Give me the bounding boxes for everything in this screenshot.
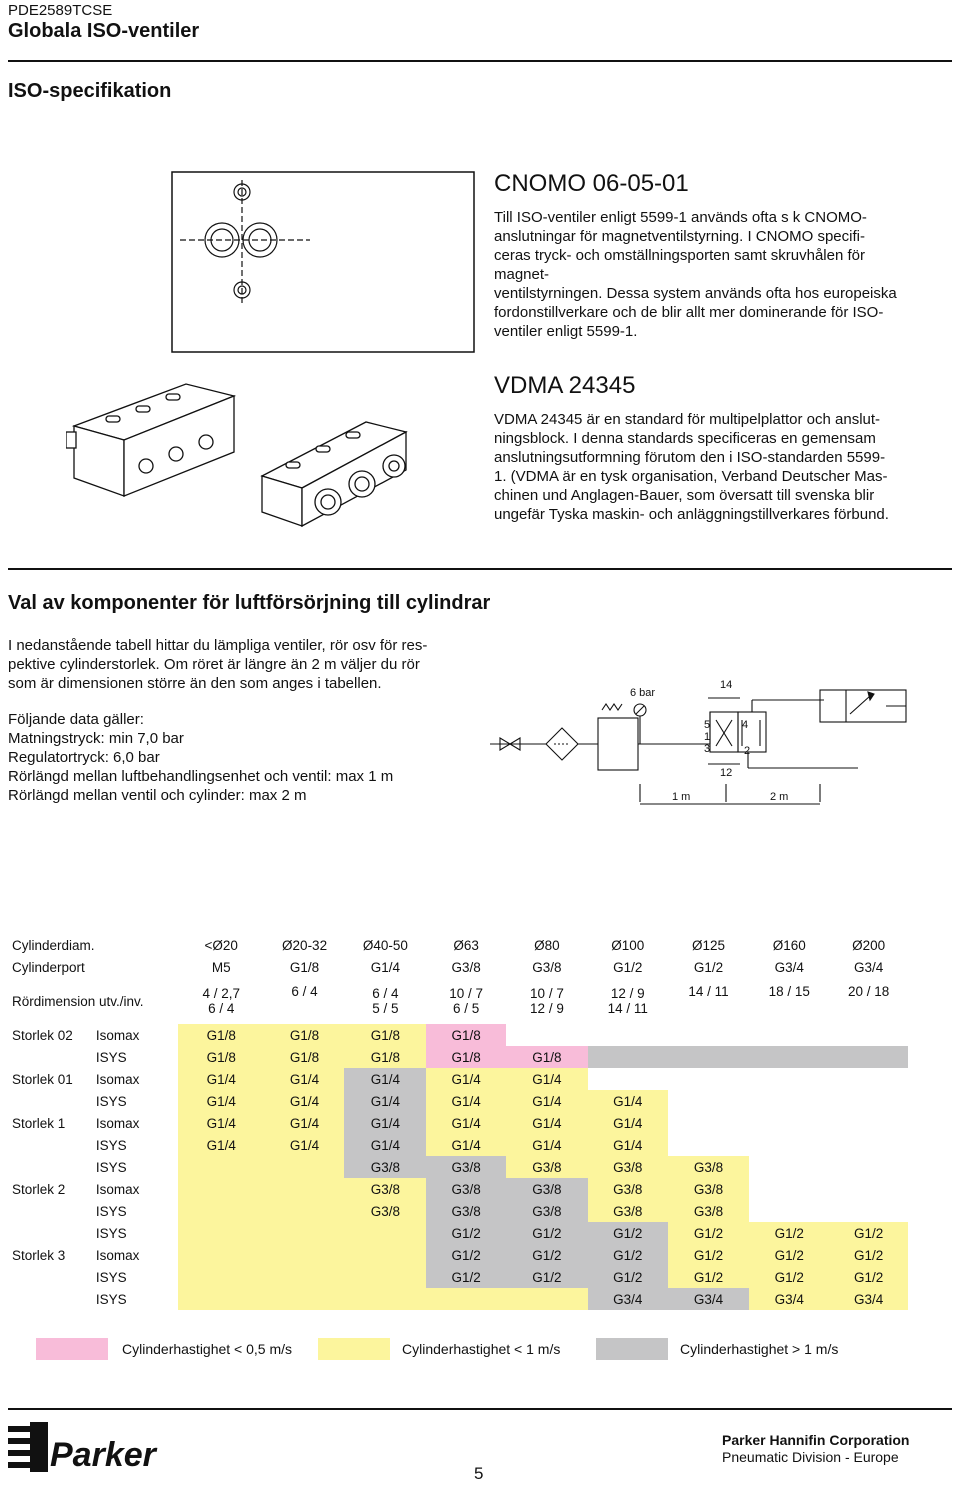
spec-cell: G1/4 (588, 1134, 668, 1156)
spec-cell (668, 1134, 750, 1156)
spec-cell: G3/8 (344, 1156, 426, 1178)
spec-cell (829, 1200, 908, 1222)
vdma-line: ungefär Tyska maskin- och anläggningstillverkares förbund. (494, 506, 889, 523)
table-row (8, 1156, 908, 1178)
spec-cell: G1/4 (588, 1112, 668, 1134)
spec-cell (178, 1244, 265, 1266)
legend-label: Cylinderhastighet < 0,5 m/s (122, 1341, 293, 1357)
spec-cell (588, 1068, 668, 1090)
condition-line: Följande data gäller: (8, 711, 144, 728)
spec-cell: G1/8 (344, 1024, 426, 1046)
pressure-label: 6 bar (630, 687, 656, 699)
spec-cell: G1/4 (265, 1112, 345, 1134)
port-2-label: 2 (744, 745, 751, 757)
row-type-label: Isomax (95, 1247, 140, 1263)
table-row (8, 1134, 908, 1156)
spec-cell: G1/8 (506, 1046, 588, 1068)
spec-cell: G1/4 (178, 1090, 265, 1112)
spec-cell (344, 1244, 426, 1266)
spec-cell: G1/2 (588, 1222, 668, 1244)
spec-cell: G1/4 (178, 1112, 265, 1134)
table-row (8, 1178, 908, 1200)
spec-cell: G1/8 (344, 1046, 426, 1068)
table-row-diameters (8, 934, 908, 956)
vdma-line: chinen und Anglagen-Bauer, som översatt till svenska blir (494, 487, 875, 504)
spec-cell (178, 1178, 265, 1200)
company-name: Parker Hannifin Corporation (722, 1432, 910, 1448)
spec-cell: G1/4 (426, 1134, 506, 1156)
logo-text: Parker (50, 1436, 156, 1474)
spec-cell: G3/8 (588, 1178, 668, 1200)
vdma-heading: VDMA 24345 (494, 372, 636, 399)
vdma-line: 1. (VDMA är en tysk organisation, Verband Deutscher Mas- (494, 468, 888, 485)
row-type-label: Isomax (95, 1181, 140, 1197)
cnomo-paragraph (494, 208, 954, 341)
table-row-tubes (8, 978, 908, 1024)
spec-cell: G3/8 (668, 1178, 750, 1200)
diameter-label: Cylinderdiam. (12, 937, 95, 953)
row-size-label (8, 1200, 92, 1222)
spec-cell: G1/4 (344, 1134, 426, 1156)
length-1-label: 1 m (672, 791, 691, 803)
condition-line: Rörlängd mellan luftbehandlingsenhet och ventil: max 1 m (8, 768, 394, 785)
spec-cell: G1/2 (668, 1244, 750, 1266)
spec-cell (178, 1156, 265, 1178)
spec-cell (265, 1266, 345, 1288)
spec-cell (265, 1156, 345, 1178)
tube-cell: 20 / 18 (847, 984, 890, 999)
port-cell: G1/2 (613, 959, 643, 975)
row-size-label: Storlek 2 (12, 1181, 66, 1197)
spec-cell: G1/8 (178, 1024, 265, 1046)
row-type-label: Isomax (95, 1115, 140, 1131)
spec-cell (829, 1046, 908, 1068)
spec-cell (668, 1024, 750, 1046)
spec-cell: G1/2 (749, 1266, 829, 1288)
section-title: ISO-specifikation (8, 80, 172, 102)
spec-cell: G1/8 (265, 1024, 345, 1046)
spec-cell: G1/4 (426, 1112, 506, 1134)
tube-cell: 4 / 2,7 6 / 4 (202, 986, 240, 1016)
tube-cell: 6 / 4 (291, 984, 318, 999)
row-type-label: ISYS (95, 1269, 127, 1285)
table-row (8, 1200, 908, 1222)
intro-line: som är dimensionen större än den som anges i tabellen. (8, 675, 382, 692)
spec-cell: G1/4 (588, 1090, 668, 1112)
spec-cell (265, 1288, 345, 1310)
spec-cell (344, 1288, 426, 1310)
spec-cell: G1/2 (668, 1266, 750, 1288)
tube-cell: 12 / 9 14 / 11 (607, 986, 648, 1016)
port-label: Cylinderport (12, 959, 85, 975)
footer-rule (8, 1408, 952, 1410)
spec-cell (829, 1068, 908, 1090)
condition-line: Regulatortryck: 6,0 bar (8, 749, 160, 766)
spec-cell: G1/4 (178, 1134, 265, 1156)
tube-label: Rördimension utv./inv. (12, 993, 144, 1009)
row-type-label: ISYS (95, 1049, 127, 1065)
spec-cell (506, 1024, 588, 1046)
spec-cell (178, 1266, 265, 1288)
spec-cell (749, 1134, 829, 1156)
port-cell: G3/4 (853, 959, 884, 975)
spec-cell (829, 1134, 908, 1156)
port-12-label: 12 (720, 767, 733, 779)
spec-cell: G1/8 (426, 1024, 506, 1046)
spec-cell: G1/4 (426, 1068, 506, 1090)
spec-cell: G3/8 (426, 1178, 506, 1200)
port-cell: M5 (211, 959, 231, 975)
port-4-label: 4 (742, 719, 749, 731)
spec-cell (265, 1244, 345, 1266)
table-row (8, 1024, 908, 1046)
spec-cell: G1/2 (749, 1222, 829, 1244)
page-number: 5 (474, 1464, 484, 1483)
spec-cell: G1/4 (265, 1134, 345, 1156)
row-type-label: Isomax (95, 1027, 140, 1043)
spec-cell (178, 1200, 265, 1222)
vdma-paragraph (494, 410, 954, 524)
legend-label: Cylinderhastighet < 1 m/s (402, 1341, 561, 1357)
spec-cell (829, 1178, 908, 1200)
row-size-label: Storlek 01 (12, 1071, 73, 1087)
port-5-label: 5 (704, 719, 711, 731)
length-2-label: 2 m (770, 791, 789, 803)
spec-cell (344, 1266, 426, 1288)
division-name: Pneumatic Division - Europe (722, 1449, 899, 1465)
spec-cell: G1/2 (506, 1266, 588, 1288)
diameter-cell: Ø160 (772, 937, 806, 953)
row-size-label (8, 1156, 92, 1178)
spec-cell (749, 1112, 829, 1134)
spec-cell: G3/8 (588, 1156, 668, 1178)
legend-swatch-grey (596, 1338, 668, 1360)
table-row (8, 1068, 908, 1090)
spec-cell (829, 1112, 908, 1134)
spec-cell (749, 1200, 829, 1222)
row-type-label: Isomax (95, 1071, 140, 1087)
diameter-cell: Ø63 (453, 937, 479, 953)
row-size-label (8, 1134, 92, 1156)
spec-cell: G3/4 (588, 1288, 668, 1310)
spec-cell (749, 1090, 829, 1112)
row-type-label: ISYS (95, 1291, 127, 1307)
port-14-label: 14 (720, 679, 733, 691)
cnomo-line: fordonstillverkare och de blir allt mer dominerande för ISO- (494, 304, 884, 321)
spec-cell: G3/4 (829, 1288, 908, 1310)
vdma-manifold-illustration (66, 366, 486, 542)
tube-cell: 10 / 7 12 / 9 (530, 986, 564, 1016)
spec-cell: G3/8 (426, 1200, 506, 1222)
parker-logo (8, 1418, 168, 1478)
intro-line: pektive cylinderstorlek. Om röret är längre än 2 m väljer du rör (8, 656, 420, 673)
spec-cell: G3/4 (668, 1288, 750, 1310)
row-size-label: Storlek 3 (12, 1247, 66, 1263)
spec-cell: G1/2 (829, 1222, 908, 1244)
port-cell: G1/2 (693, 959, 724, 975)
spec-cell: G1/2 (426, 1222, 506, 1244)
vdma-line: anslutningsutformning förutom den i ISO-standarden 5599- (494, 449, 886, 466)
cnomo-line: ventiler enligt 5599-1. (494, 323, 638, 340)
spec-cell: G1/8 (265, 1046, 345, 1068)
legend-label: Cylinderhastighet > 1 m/s (680, 1341, 839, 1357)
spec-cell (668, 1112, 750, 1134)
spec-cell (588, 1046, 668, 1068)
port-cell: G3/4 (774, 959, 804, 975)
diameter-cell: Ø40-50 (362, 937, 408, 953)
vdma-line: ningsblock. I denna standards specificeras en gemensam (494, 430, 876, 447)
spec-cell: G1/2 (506, 1222, 588, 1244)
diameter-cell: Ø200 (852, 937, 886, 953)
spec-cell: G1/4 (344, 1090, 426, 1112)
spec-cell: G1/4 (506, 1112, 588, 1134)
spec-cell: G1/2 (426, 1266, 506, 1288)
cnomo-line: ceras tryck- och omställningsporten samt skruvhålen för (494, 247, 865, 264)
doc-code: PDE2589TCSE (8, 2, 113, 19)
port-cell: G1/8 (289, 959, 320, 975)
spec-cell: G1/2 (426, 1244, 506, 1266)
spec-cell (749, 1156, 829, 1178)
spec-cell (829, 1024, 908, 1046)
condition-line: Matningstryck: min 7,0 bar (8, 730, 184, 747)
spec-cell (749, 1046, 829, 1068)
cnomo-line: magnet- (494, 266, 550, 283)
table-row (8, 1222, 908, 1244)
row-size-label: Storlek 1 (12, 1115, 66, 1131)
port-1-label: 1 (704, 731, 711, 743)
spec-cell: G1/2 (506, 1244, 588, 1266)
header-rule (8, 60, 952, 62)
spec-cell: G1/8 (426, 1046, 506, 1068)
doc-title: Globala ISO-ventiler (8, 20, 200, 42)
spec-cell: G1/2 (829, 1266, 908, 1288)
spec-cell (506, 1288, 588, 1310)
spec-cell: G1/4 (344, 1112, 426, 1134)
diameter-cell: <Ø20 (204, 937, 238, 953)
spec-cell: G3/8 (426, 1156, 506, 1178)
spec-cell (749, 1068, 829, 1090)
spec-cell: G1/8 (178, 1046, 265, 1068)
spec-cell (588, 1024, 668, 1046)
selection-heading: Val av komponenter för luftförsörjning till cylindrar (8, 592, 491, 614)
vdma-line: VDMA 24345 är en standard för multipelplattor och anslut- (494, 411, 881, 428)
row-type-label: ISYS (95, 1203, 127, 1219)
spec-cell: G3/8 (668, 1156, 750, 1178)
spec-cell (749, 1024, 829, 1046)
cnomo-plate-illustration (170, 170, 476, 354)
spec-cell (265, 1222, 345, 1244)
selection-intro (8, 636, 488, 693)
port-cell: G3/8 (532, 959, 562, 975)
diameter-cell: Ø100 (611, 937, 645, 953)
specification-table (8, 934, 908, 1310)
section-rule (8, 568, 952, 570)
spec-cell: G1/2 (588, 1244, 668, 1266)
spec-cell: G1/4 (506, 1090, 588, 1112)
spec-cell: G1/2 (749, 1244, 829, 1266)
row-size-label (8, 1046, 92, 1068)
spec-cell (668, 1046, 750, 1068)
spec-cell: G1/4 (344, 1068, 426, 1090)
table-row (8, 1090, 908, 1112)
cnomo-line: anslutningar för magnetventilstyrning. I CNOMO specifi- (494, 228, 865, 245)
table-row (8, 1244, 908, 1266)
legend-swatch-yellow (318, 1338, 390, 1360)
spec-cell: G3/8 (588, 1200, 668, 1222)
table-row (8, 1112, 908, 1134)
spec-cell: G1/2 (668, 1222, 750, 1244)
spec-cell: G3/8 (344, 1200, 426, 1222)
spec-cell: G3/8 (344, 1178, 426, 1200)
cnomo-line: Till ISO-ventiler enligt 5599-1 används ofta s k CNOMO- (494, 209, 867, 226)
selection-conditions (8, 710, 488, 805)
row-type-label: ISYS (95, 1093, 127, 1109)
table-row (8, 1266, 908, 1288)
tube-cell: 14 / 11 (688, 984, 729, 999)
tube-cell: 10 / 7 6 / 5 (449, 986, 484, 1016)
row-size-label (8, 1266, 92, 1288)
port-cell: G3/8 (451, 959, 481, 975)
diameter-cell: Ø80 (534, 937, 560, 953)
diameter-cell: Ø125 (692, 937, 726, 953)
spec-cell: G1/4 (506, 1068, 588, 1090)
spec-cell: G1/4 (265, 1090, 345, 1112)
cnomo-heading: CNOMO 06-05-01 (494, 170, 689, 197)
spec-cell: G3/8 (506, 1200, 588, 1222)
table-row (8, 1046, 908, 1068)
tube-cell: 18 / 15 (768, 984, 810, 999)
spec-cell (829, 1090, 908, 1112)
spec-cell (265, 1200, 345, 1222)
condition-line: Rörlängd mellan ventil och cylinder: max 2 m (8, 787, 307, 804)
row-size-label (8, 1222, 92, 1244)
spec-cell: G3/8 (668, 1200, 750, 1222)
row-type-label: ISYS (95, 1225, 127, 1241)
spec-cell: G3/8 (506, 1178, 588, 1200)
spec-cell (829, 1156, 908, 1178)
tube-cell: 6 / 4 5 / 5 (372, 986, 399, 1016)
spec-cell (344, 1222, 426, 1244)
spec-cell (749, 1178, 829, 1200)
spec-cell (668, 1068, 750, 1090)
intro-line: I nedanstående tabell hittar du lämpliga ventiler, rör osv för res- (8, 637, 428, 654)
port-3-label: 3 (704, 743, 711, 755)
diameter-cell: Ø20-32 (282, 937, 328, 953)
spec-cell (178, 1288, 265, 1310)
spec-cell: G1/2 (829, 1244, 908, 1266)
row-size-label: Storlek 02 (12, 1027, 73, 1043)
spec-cell: G1/4 (506, 1134, 588, 1156)
spec-cell: G1/4 (426, 1090, 506, 1112)
spec-cell: G1/2 (588, 1266, 668, 1288)
spec-cell (426, 1288, 506, 1310)
table-row-ports (8, 956, 908, 978)
row-type-label: ISYS (95, 1159, 127, 1175)
spec-cell: G1/4 (178, 1068, 265, 1090)
spec-cell (668, 1090, 750, 1112)
spec-cell (265, 1178, 345, 1200)
pneumatic-schematic (490, 672, 910, 822)
cnomo-line: ventilstyrningen. Dessa system används ofta hos europeiska (494, 285, 897, 302)
spec-cell: G3/4 (749, 1288, 829, 1310)
table-row (8, 1288, 908, 1310)
spec-cell (178, 1222, 265, 1244)
legend-swatch-pink (36, 1338, 108, 1360)
spec-cell: G1/4 (265, 1068, 345, 1090)
port-cell: G1/4 (370, 959, 400, 975)
spec-cell: G3/8 (506, 1156, 588, 1178)
row-size-label (8, 1090, 92, 1112)
row-type-label: ISYS (95, 1137, 127, 1153)
row-size-label (8, 1288, 92, 1310)
